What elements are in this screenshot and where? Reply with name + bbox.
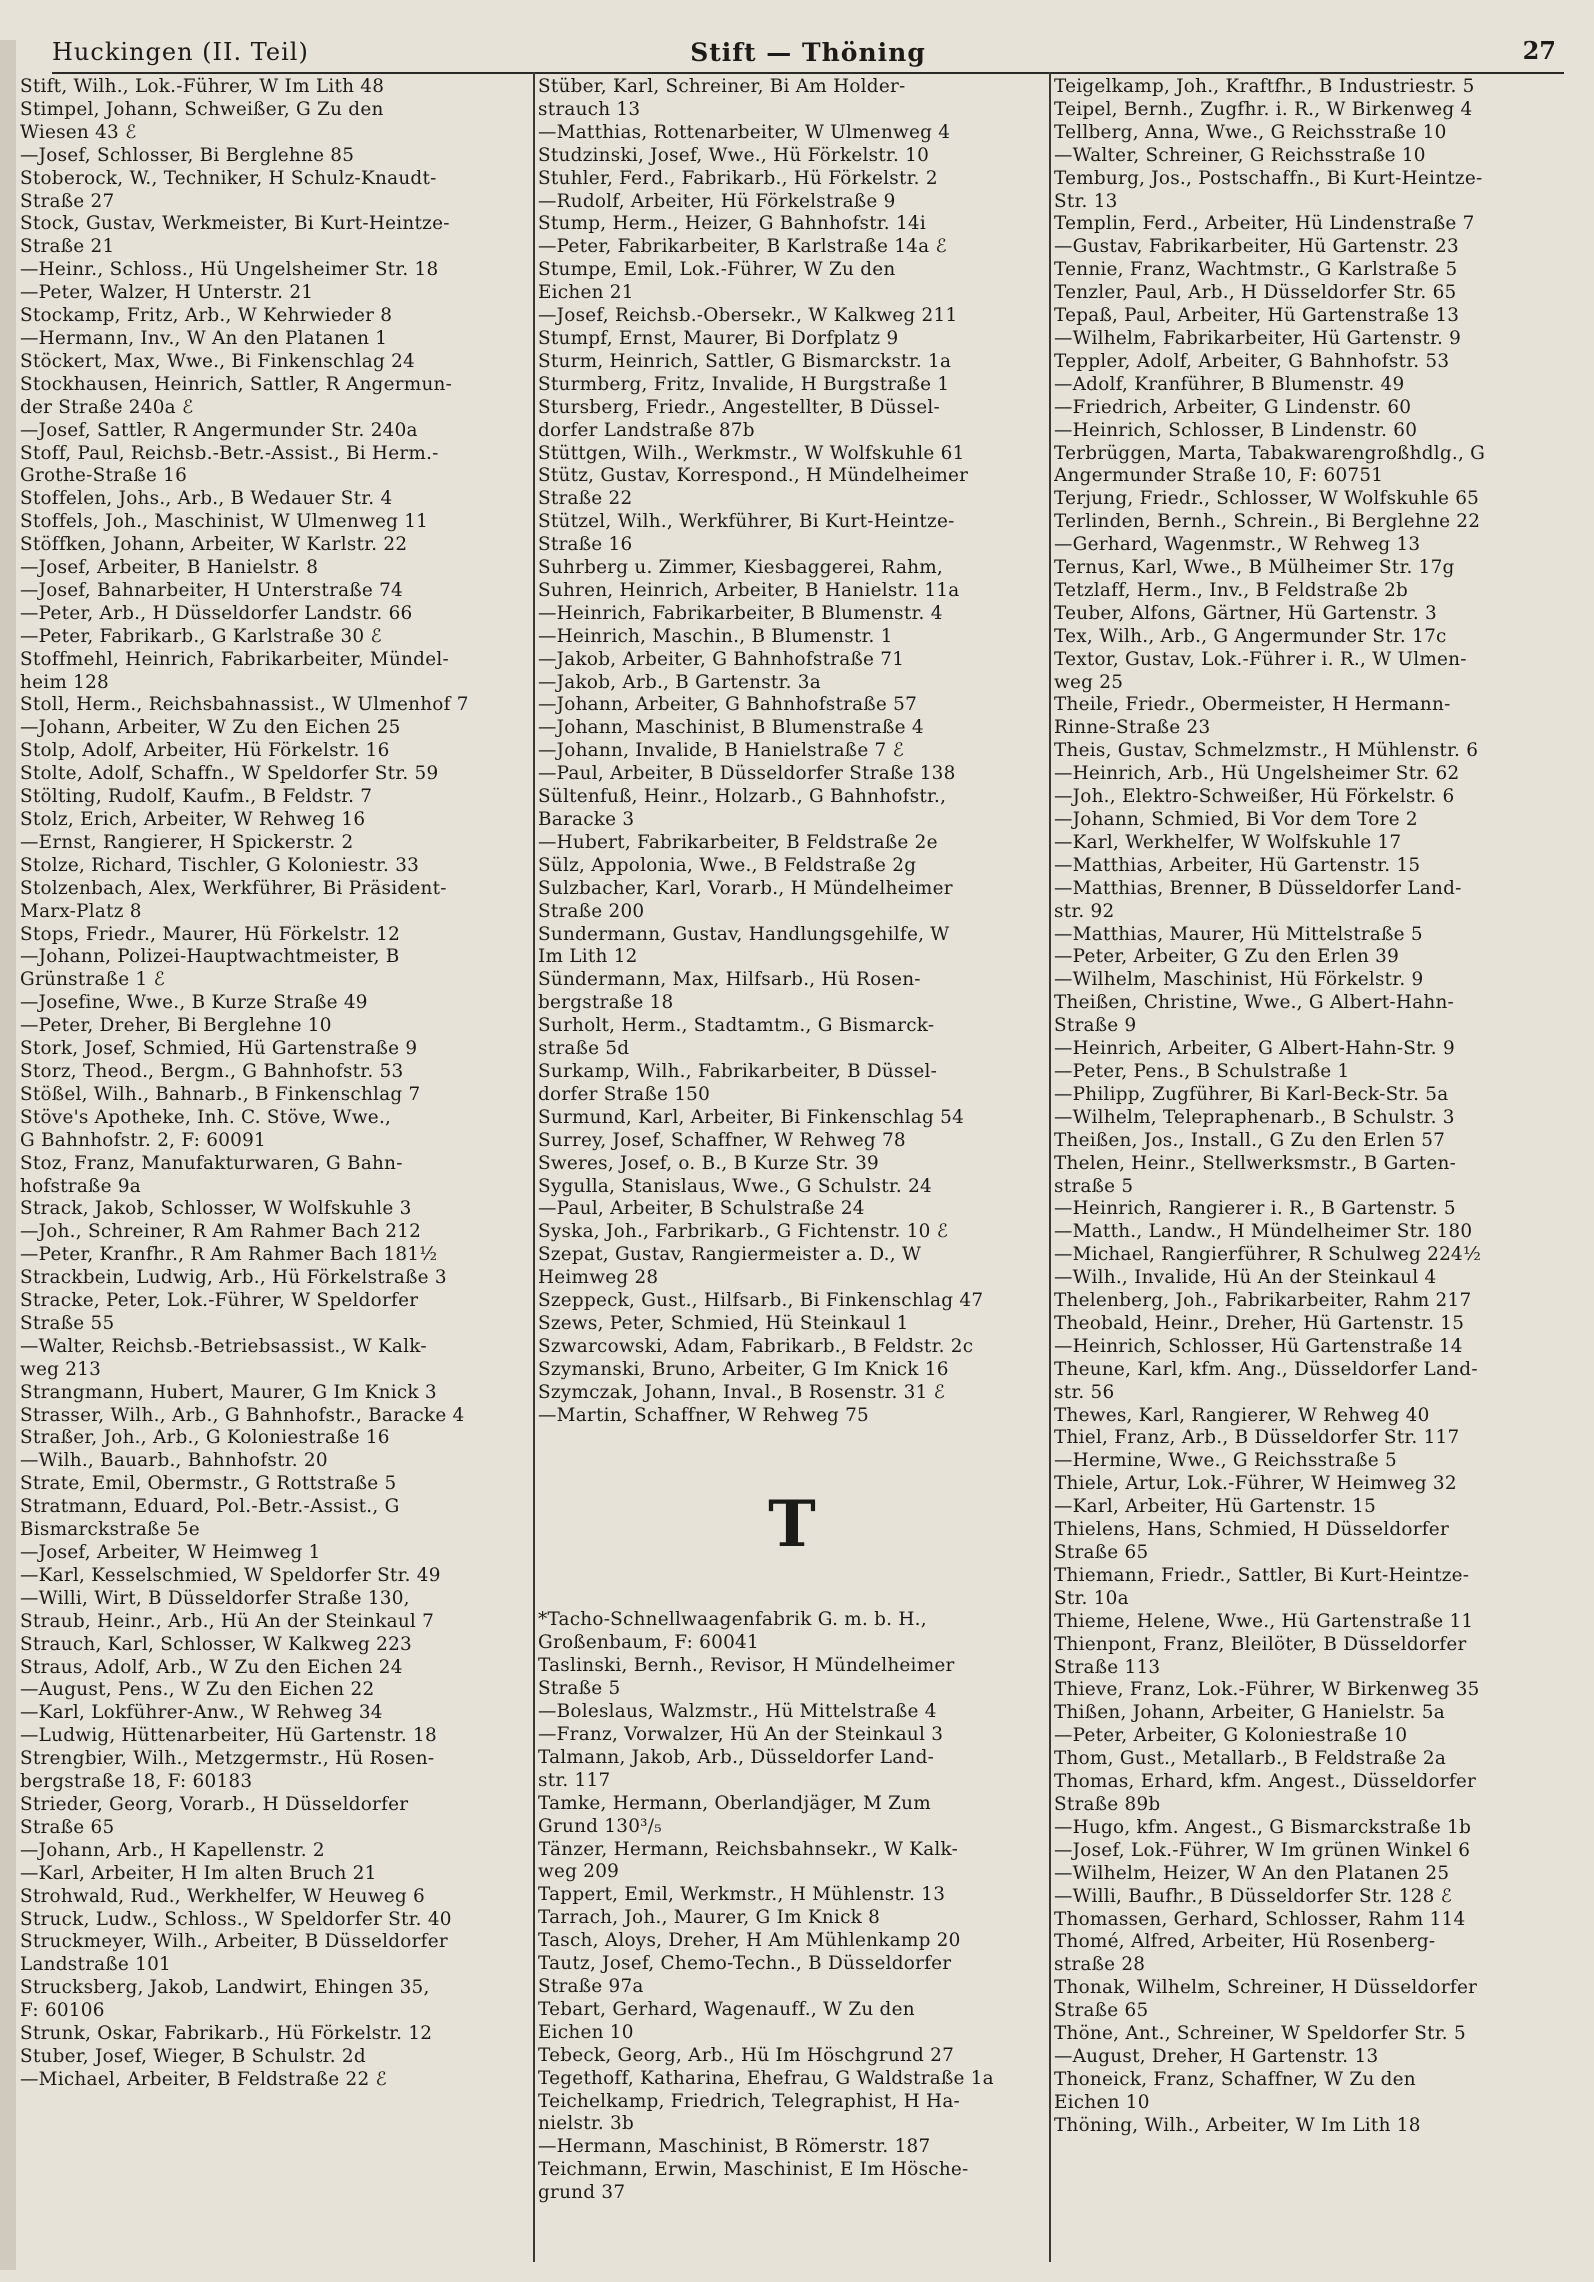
directory-entry: Bismarckstraße 5e bbox=[20, 1519, 200, 1541]
directory-entry: heim 128 bbox=[20, 671, 109, 693]
directory-entry: —Heinrich, Arbeiter, G Albert-Hahn-Str. 9 bbox=[1054, 1038, 1455, 1060]
directory-entry: Stolte, Adolf, Schaffn., W Speldorfer Str. 59 bbox=[20, 763, 439, 785]
directory-entry: Stump, Herm., Heizer, G Bahnhofstr. 14i bbox=[538, 213, 927, 235]
directory-entry: Szepat, Gustav, Rangiermeister a. D., W bbox=[538, 1244, 922, 1266]
directory-entry: Straße 16 bbox=[538, 534, 633, 556]
directory-entry: Strengbier, Wilh., Metzgermstr., Hü Rosen- bbox=[20, 1748, 435, 1770]
directory-entry: straße 28 bbox=[1054, 1954, 1146, 1976]
directory-entry: Thißen, Johann, Arbeiter, G Hanielstr. 5a bbox=[1054, 1702, 1445, 1724]
directory-entry: Baracke 3 bbox=[538, 809, 635, 830]
directory-entry: Thomassen, Gerhard, Schlosser, Rahm 114 bbox=[1054, 1908, 1466, 1930]
directory-entry: Grund 130³/₅ bbox=[538, 1815, 662, 1837]
directory-entry: Thelen, Heinr., Stellwerksmstr., B Garten- bbox=[1054, 1152, 1457, 1174]
directory-entry: Tamke, Hermann, Oberlandjäger, M Zum bbox=[538, 1792, 931, 1814]
directory-entry: Stratmann, Eduard, Pol.-Betr.-Assist., G bbox=[20, 1496, 400, 1518]
directory-entry: Straub, Heinr., Arb., Hü An der Steinkaul 7 bbox=[20, 1610, 435, 1632]
directory-entry: Teuber, Alfons, Gärtner, Hü Gartenstr. 3 bbox=[1054, 602, 1438, 624]
directory-entry: Marx-Platz 8 bbox=[20, 900, 142, 922]
directory-entry: Stops, Friedr., Maurer, Hü Förkelstr. 12 bbox=[20, 923, 401, 945]
directory-entry: Stumpf, Ernst, Maurer, Bi Dorfplatz 9 bbox=[538, 327, 899, 349]
directory-entry: —Peter, Pens., B Schulstraße 1 bbox=[1054, 1060, 1350, 1082]
directory-entry: —Michael, Rangierführer, R Schulweg 224½ bbox=[1054, 1244, 1482, 1266]
directory-entry: Thewes, Karl, Rangierer, W Rehweg 40 bbox=[1054, 1404, 1430, 1426]
page-binding-edge bbox=[0, 40, 16, 2270]
directory-entry: G Bahnhofstr. 2, F: 60091 bbox=[20, 1129, 267, 1151]
directory-entry: Thielens, Hans, Schmied, H Düsseldorfer bbox=[1054, 1519, 1449, 1541]
directory-entry: —Wilhelm, Telepraphenarb., B Schulstr. 3 bbox=[1054, 1106, 1455, 1128]
directory-entry: Taslinski, Bernh., Revisor, H Mündelheimer bbox=[538, 1655, 955, 1677]
directory-entry: Strieder, Georg, Vorarb., H Düsseldorfer bbox=[20, 1793, 409, 1815]
directory-entry: —Paul, Arbeiter, B Schulstraße 24 bbox=[538, 1198, 865, 1220]
directory-entry: —Jakob, Arb., B Gartenstr. 3a bbox=[538, 671, 821, 693]
directory-entry: Terbrüggen, Marta, Tabakwarengroßhdlg., G bbox=[1054, 442, 1486, 464]
directory-entry: —Josefine, Wwe., B Kurze Straße 49 bbox=[20, 992, 368, 1014]
directory-entry: Surholt, Herm., Stadtamtm., G Bismarck- bbox=[538, 1015, 935, 1037]
page-number: 27 bbox=[1522, 36, 1556, 65]
directory-entry: Tebart, Gerhard, Wagenauff., W Zu den bbox=[538, 1998, 915, 2020]
directory-entry: —Matthias, Brenner, B Düsseldorfer Land- bbox=[1054, 877, 1462, 899]
directory-entry: Szwarcowski, Adam, Fabrikarb., B Feldstr. 2c bbox=[538, 1335, 974, 1357]
directory-entry: Tenzler, Paul, Arb., H Düsseldorfer Str. 65 bbox=[1054, 282, 1457, 304]
directory-entry: dorfer Landstraße 87b bbox=[538, 419, 755, 441]
directory-entry: Sweres, Josef, o. B., B Kurze Str. 39 bbox=[538, 1152, 879, 1174]
directory-entry: —Hugo, kfm. Angest., G Bismarckstraße 1b bbox=[1054, 1816, 1472, 1838]
directory-entry: weg 25 bbox=[1054, 671, 1124, 693]
directory-entry: —Gerhard, Wagenmstr., W Rehweg 13 bbox=[1054, 534, 1421, 556]
directory-entry: Thonak, Wilhelm, Schreiner, H Düsseldorfer bbox=[1054, 1977, 1478, 1999]
section-letter: T bbox=[768, 1487, 816, 1563]
directory-entry: Stock, Gustav, Werkmeister, Bi Kurt-Heintze- bbox=[20, 213, 450, 235]
directory-entry: Textor, Gustav, Lok.-Führer i. R., W Ulmen- bbox=[1054, 648, 1467, 670]
directory-entry: —Willi, Wirt, B Düsseldorfer Straße 130, bbox=[20, 1587, 410, 1609]
directory-entry: Stößel, Wilh., Bahnarb., B Finkenschlag 7 bbox=[20, 1083, 421, 1105]
directory-entry: Surkamp, Wilh., Fabrikarbeiter, B Düssel- bbox=[538, 1060, 938, 1082]
directory-entry: Stork, Josef, Schmied, Hü Gartenstraße 9 bbox=[20, 1038, 418, 1060]
directory-entry: Landstraße 101 bbox=[20, 1954, 171, 1976]
directory-entry: Theißen, Jos., Install., G Zu den Erlen 57 bbox=[1054, 1129, 1446, 1151]
directory-entry: Stölting, Rudolf, Kaufm., B Feldstr. 7 bbox=[20, 786, 373, 808]
directory-entry: —Heinrich, Fabrikarbeiter, B Blumenstr. 4 bbox=[538, 602, 943, 624]
directory-entry: —Karl, Arbeiter, Hü Gartenstr. 15 bbox=[1054, 1496, 1377, 1518]
directory-entry: Tautz, Josef, Chemo-Techn., B Düsseldorfer bbox=[538, 1953, 952, 1975]
directory-entry: —Johann, Maschinist, B Blumenstraße 4 bbox=[538, 717, 924, 739]
directory-entry: Eichen 10 bbox=[538, 2021, 634, 2043]
directory-entry: Tex, Wilh., Arb., G Angermunder Str. 17c bbox=[1054, 625, 1447, 647]
directory-entry: Straße 97a bbox=[538, 1975, 644, 1997]
directory-entry: —Heinrich, Schlosser, B Lindenstr. 60 bbox=[1054, 419, 1418, 441]
directory-entry: Tasch, Aloys, Dreher, H Am Mühlenkamp 20 bbox=[538, 1930, 961, 1952]
directory-entry: Tarrach, Joh., Maurer, G Im Knick 8 bbox=[538, 1907, 881, 1929]
directory-entry: Sültenfuß, Heinr., Holzarb., G Bahnhofstr., bbox=[538, 786, 947, 808]
directory-entry: Stimpel, Johann, Schweißer, G Zu den bbox=[20, 98, 384, 120]
directory-entry: Sundermann, Gustav, Handlungsgehilfe, W bbox=[538, 923, 950, 945]
directory-entry: Straße 65 bbox=[20, 1816, 115, 1838]
directory-entry: —Hermann, Inv., W An den Platanen 1 bbox=[20, 327, 388, 349]
directory-entry: Stoffelen, Johs., Arb., B Wedauer Str. 4 bbox=[20, 488, 393, 510]
directory-entry: Terlinden, Bernh., Schrein., Bi Berglehne 22 bbox=[1054, 511, 1481, 533]
directory-entry: Szymanski, Bruno, Arbeiter, G Im Knick 16 bbox=[538, 1358, 949, 1380]
directory-entry: Stoff, Paul, Reichsb.-Betr.-Assist., Bi Herm.- bbox=[20, 442, 439, 464]
directory-entry: —Josef, Sattler, R Angermunder Str. 240a bbox=[20, 419, 418, 441]
directory-column-2 bbox=[538, 76, 1046, 2261]
directory-entry: Straße 9 bbox=[1054, 1015, 1137, 1037]
directory-entry: Straße 200 bbox=[538, 900, 645, 922]
directory-column-3 bbox=[1054, 76, 1566, 2261]
directory-entry: Stolzenbach, Alex, Werkführer, Bi Präsident- bbox=[20, 877, 447, 899]
directory-entry: der Straße 240a ℰ bbox=[20, 396, 194, 418]
directory-entry: Tebeck, Georg, Arb., Hü Im Höschgrund 27 bbox=[538, 2044, 955, 2066]
directory-entry: Straße 113 bbox=[1054, 1656, 1161, 1678]
directory-entry: —Peter, Fabrikarb., G Karlstraße 30 ℰ bbox=[20, 625, 382, 647]
directory-entry: Thomas, Erhard, kfm. Angest., Düsseldorfer bbox=[1054, 1771, 1477, 1793]
directory-entry: Tepaß, Paul, Arbeiter, Hü Gartenstraße 13 bbox=[1054, 305, 1460, 327]
directory-entry: Teipel, Bernh., Zugfhr. i. R., W Birkenweg 4 bbox=[1054, 98, 1473, 120]
directory-entry: str. 117 bbox=[538, 1769, 611, 1791]
directory-entry: —Johann, Arbeiter, G Bahnhofstraße 57 bbox=[538, 694, 918, 716]
directory-entry: —Peter, Arbeiter, G Zu den Erlen 39 bbox=[1054, 946, 1400, 968]
directory-entry: dorfer Straße 150 bbox=[538, 1083, 711, 1105]
directory-entry: Surrey, Josef, Schaffner, W Rehweg 78 bbox=[538, 1129, 906, 1151]
directory-entry: —Johann, Schmied, Bi Vor dem Tore 2 bbox=[1054, 809, 1418, 830]
directory-entry: —Matthias, Arbeiter, Hü Gartenstr. 15 bbox=[1054, 854, 1421, 876]
directory-entry: Thiemann, Friedr., Sattler, Bi Kurt-Heintze- bbox=[1054, 1564, 1470, 1586]
directory-entry: Stuber, Josef, Wieger, B Schulstr. 2d bbox=[20, 2045, 366, 2067]
directory-entry: Stüber, Karl, Schreiner, Bi Am Holder- bbox=[538, 76, 906, 97]
directory-entry: Straße 65 bbox=[1054, 2000, 1149, 2022]
directory-entry: —Matthias, Rottenarbeiter, W Ulmenweg 4 bbox=[538, 121, 951, 143]
directory-entry: Thöne, Ant., Schreiner, W Speldorfer Str. 5 bbox=[1054, 2023, 1466, 2045]
directory-entry: Theobald, Heinr., Dreher, Hü Gartenstr. 15 bbox=[1054, 1312, 1465, 1334]
directory-entry: bergstraße 18 bbox=[538, 992, 674, 1014]
directory-entry: —Wilhelm, Maschinist, Hü Förkelstr. 9 bbox=[1054, 969, 1424, 991]
directory-entry: —Matthias, Maurer, Hü Mittelstraße 5 bbox=[1054, 923, 1423, 945]
directory-entry: —Karl, Werkhelfer, W Wolfskuhle 17 bbox=[1054, 831, 1402, 853]
directory-entry: —Jakob, Arbeiter, G Bahnhofstraße 71 bbox=[538, 648, 905, 670]
directory-entry: Sturm, Heinrich, Sattler, G Bismarckstr. 1a bbox=[538, 350, 952, 372]
directory-entry: grund 37 bbox=[538, 2182, 626, 2204]
directory-entry: Tappert, Emil, Werkmstr., H Mühlenstr. 13 bbox=[538, 1884, 946, 1906]
directory-entry: —Paul, Arbeiter, B Düsseldorfer Straße 138 bbox=[538, 763, 956, 785]
directory-entry: Syska, Joh., Farbrikarb., G Fichtenstr. 10 ℰ bbox=[538, 1221, 949, 1243]
directory-entry: Teigelkamp, Joh., Kraftfhr., B Industriestr. 5 bbox=[1054, 76, 1475, 97]
directory-entry: —Michael, Arbeiter, B Feldstraße 22 ℰ bbox=[20, 2068, 387, 2090]
directory-entry: Thienpont, Franz, Bleilöter, B Düsseldorfer bbox=[1054, 1633, 1467, 1655]
directory-entry: Stumpe, Emil, Lok.-Führer, W Zu den bbox=[538, 259, 896, 281]
directory-entry: —Philipp, Zugführer, Bi Karl-Beck-Str. 5a bbox=[1054, 1083, 1449, 1105]
directory-entry: —Hubert, Fabrikarbeiter, B Feldstraße 2e bbox=[538, 831, 938, 853]
directory-entry: —Franz, Vorwalzer, Hü An der Steinkaul 3 bbox=[538, 1724, 944, 1745]
directory-entry: Stöffken, Johann, Arbeiter, W Karlstr. 22 bbox=[20, 534, 408, 556]
directory-entry: —Johann, Polizei-Hauptwachtmeister, B bbox=[20, 946, 400, 968]
directory-entry: —Hermann, Maschinist, B Römerstr. 187 bbox=[538, 2136, 931, 2158]
directory-entry: Sündermann, Max, Hilfsarb., Hü Rosen- bbox=[538, 969, 921, 991]
directory-entry: —Boleslaus, Walzmstr., Hü Mittelstraße 4 bbox=[538, 1701, 937, 1723]
directory-entry: —Joh., Elektro-Schweißer, Hü Förkelstr. 6 bbox=[1054, 786, 1455, 808]
directory-entry: —Peter, Arb., H Düsseldorfer Landstr. 66 bbox=[20, 602, 413, 624]
directory-entry: Strucksberg, Jakob, Landwirt, Ehingen 35, bbox=[20, 1977, 430, 1999]
directory-entry: Struck, Ludw., Schloss., W Speldorfer Str. 40 bbox=[20, 1908, 452, 1930]
directory-entry: Thomé, Alfred, Arbeiter, Hü Rosenberg- bbox=[1054, 1931, 1436, 1953]
directory-entry: bergstraße 18, F: 60183 bbox=[20, 1771, 253, 1793]
directory-entry: Heimweg 28 bbox=[538, 1267, 659, 1289]
directory-entry: Struckmeyer, Wilh., Arbeiter, B Düsseldorfer bbox=[20, 1931, 448, 1953]
directory-entry: Sygulla, Stanislaus, Wwe., G Schulstr. 24 bbox=[538, 1175, 932, 1197]
directory-entry: Stoberock, W., Techniker, H Schulz-Knaudt- bbox=[20, 167, 437, 189]
directory-entry: —Johann, Arbeiter, W Zu den Eichen 25 bbox=[20, 717, 401, 739]
directory-entry: —Matth., Landw., H Mündelheimer Str. 180 bbox=[1054, 1221, 1473, 1243]
directory-entry: Eichen 10 bbox=[1054, 2091, 1150, 2113]
directory-entry: Thoneick, Franz, Schaffner, W Zu den bbox=[1054, 2068, 1416, 2090]
column-rule bbox=[533, 72, 535, 2262]
directory-entry: Stracke, Peter, Lok.-Führer, W Speldorfer bbox=[20, 1290, 419, 1312]
directory-entry: —Johann, Arb., H Kapellenstr. 2 bbox=[20, 1839, 325, 1861]
directory-entry: Tegethoff, Katharina, Ehefrau, G Waldstraße 1a bbox=[538, 2067, 994, 2089]
directory-entry: Teichelkamp, Friedrich, Telegraphist, H Ha- bbox=[538, 2090, 961, 2112]
directory-entry: Storz, Theod., Bergm., G Bahnhofstr. 53 bbox=[20, 1060, 404, 1082]
directory-entry: —August, Dreher, H Gartenstr. 13 bbox=[1054, 2045, 1379, 2067]
directory-entry: Thiel, Franz, Arb., B Düsseldorfer Str. 117 bbox=[1054, 1427, 1460, 1449]
directory-entry: F: 60106 bbox=[20, 2000, 105, 2022]
directory-entry: Stolze, Richard, Tischler, G Koloniestr. 33 bbox=[20, 854, 420, 876]
directory-entry: —Josef, Bahnarbeiter, H Unterstraße 74 bbox=[20, 579, 403, 601]
directory-entry: —Friedrich, Arbeiter, G Lindenstr. 60 bbox=[1054, 396, 1412, 418]
directory-entry: —Heinrich, Schlosser, Hü Gartenstraße 14 bbox=[1054, 1335, 1463, 1357]
directory-entry: Szymczak, Johann, Inval., B Rosenstr. 31 ℰ bbox=[538, 1381, 946, 1403]
directory-entry: Teichmann, Erwin, Maschinist, E Im Hösche- bbox=[538, 2159, 969, 2181]
directory-entry: —Johann, Invalide, B Hanielstraße 7 ℰ bbox=[538, 740, 904, 762]
directory-entry: —August, Pens., W Zu den Eichen 22 bbox=[20, 1679, 375, 1701]
directory-entry: —Ludwig, Hüttenarbeiter, Hü Gartenstr. 18 bbox=[20, 1725, 437, 1747]
header-range: Stift — Thöning bbox=[690, 38, 926, 67]
directory-entry: —Heinrich, Maschin., B Blumenstr. 1 bbox=[538, 625, 893, 647]
directory-entry: Tellberg, Anna, Wwe., G Reichsstraße 10 bbox=[1054, 121, 1447, 143]
directory-entry: Thom, Gust., Metallarb., B Feldstraße 2a bbox=[1054, 1748, 1447, 1770]
directory-entry: Suhrberg u. Zimmer, Kiesbaggerei, Rahm, bbox=[538, 557, 944, 579]
directory-entry: Stolp, Adolf, Arbeiter, Hü Förkelstr. 16 bbox=[20, 740, 390, 762]
directory-entry: —Walter, Reichsb.-Betriebsassist., W Kalk- bbox=[20, 1335, 427, 1357]
directory-entry: Str. 13 bbox=[1054, 190, 1118, 212]
directory-entry: Tetzlaff, Herm., Inv., B Feldstraße 2b bbox=[1054, 579, 1409, 601]
directory-entry: Wiesen 43 ℰ bbox=[20, 121, 137, 143]
directory-entry: strauch 13 bbox=[538, 98, 641, 120]
directory-entry: Im Lith 12 bbox=[538, 946, 638, 968]
directory-entry: Ternus, Karl, Wwe., B Mülheimer Str. 17g bbox=[1054, 557, 1455, 579]
directory-entry: Stoffels, Joh., Maschinist, W Ulmenweg 11 bbox=[20, 511, 429, 533]
directory-entry: Theißen, Christine, Wwe., G Albert-Hahn- bbox=[1054, 992, 1455, 1014]
directory-entry: —Wilh., Invalide, Hü An der Steinkaul 4 bbox=[1054, 1267, 1437, 1289]
directory-entry: Str. 10a bbox=[1054, 1587, 1129, 1609]
directory-entry: Straße 5 bbox=[538, 1678, 621, 1700]
directory-entry: hofstraße 9a bbox=[20, 1175, 141, 1197]
directory-entry: nielstr. 3b bbox=[538, 2113, 635, 2135]
directory-entry: Stift, Wilh., Lok.-Führer, W Im Lith 48 bbox=[20, 76, 385, 97]
directory-entry: —Wilhelm, Fabrikarbeiter, Hü Gartenstr. 9 bbox=[1054, 327, 1462, 349]
directory-entry: Grothe-Straße 16 bbox=[20, 465, 188, 487]
directory-entry: —Josef, Reichsb.-Obersekr., W Kalkweg 211 bbox=[538, 305, 958, 327]
directory-entry: Straße 65 bbox=[1054, 1542, 1149, 1563]
directory-entry: —Gustav, Fabrikarbeiter, Hü Gartenstr. 23 bbox=[1054, 236, 1459, 258]
directory-entry: Strate, Emil, Obermstr., G Rottstraße 5 bbox=[20, 1473, 397, 1495]
directory-entry: Stursberg, Friedr., Angestellter, B Düssel- bbox=[538, 396, 940, 418]
directory-entry: —Adolf, Kranführer, B Blumenstr. 49 bbox=[1054, 373, 1405, 395]
directory-entry: *Tacho-Schnellwaagenfabrik G. m. b. H., bbox=[538, 1609, 927, 1631]
directory-entry: Eichen 21 bbox=[538, 282, 634, 304]
directory-entry: —Walter, Schreiner, G Reichsstraße 10 bbox=[1054, 144, 1426, 166]
directory-entry: straße 5 bbox=[1054, 1175, 1134, 1197]
directory-column-1 bbox=[20, 76, 528, 2261]
column-rule bbox=[1049, 72, 1051, 2262]
page-header bbox=[52, 36, 1564, 74]
directory-entry: Stöve's Apotheke, Inh. C. Stöve, Wwe., bbox=[20, 1106, 392, 1128]
directory-entry: Tänzer, Hermann, Reichsbahnsekr., W Kalk- bbox=[538, 1838, 959, 1860]
directory-entry: Thieve, Franz, Lok.-Führer, W Birkenweg 35 bbox=[1054, 1679, 1480, 1701]
directory-entry: Thelenberg, Joh., Fabrikarbeiter, Rahm 217 bbox=[1054, 1290, 1472, 1312]
directory-entry: Strangmann, Hubert, Maurer, G Im Knick 3 bbox=[20, 1381, 437, 1403]
directory-entry: —Heinrich, Arb., Hü Ungelsheimer Str. 62 bbox=[1054, 763, 1460, 785]
directory-entry: Strauch, Karl, Schlosser, W Kalkweg 223 bbox=[20, 1633, 412, 1655]
directory-entry: Straße 89b bbox=[1054, 1793, 1161, 1815]
directory-entry: Angermunder Straße 10, F: 60751 bbox=[1054, 465, 1384, 487]
directory-entry: —Joh., Schreiner, R Am Rahmer Bach 212 bbox=[20, 1221, 422, 1243]
directory-entry: Thieme, Helene, Wwe., Hü Gartenstraße 11 bbox=[1054, 1610, 1474, 1632]
directory-entry: Straße 27 bbox=[20, 190, 115, 212]
directory-entry: str. 92 bbox=[1054, 900, 1115, 922]
directory-entry: Szeppeck, Gust., Hilfsarb., Bi Finkenschlag 47 bbox=[538, 1290, 984, 1312]
directory-entry: Stolz, Erich, Arbeiter, W Rehweg 16 bbox=[20, 809, 366, 830]
directory-entry: —Peter, Dreher, Bi Berglehne 10 bbox=[20, 1015, 332, 1037]
directory-entry: —Hermine, Wwe., G Reichsstraße 5 bbox=[1054, 1450, 1397, 1472]
directory-entry: Straße 22 bbox=[538, 488, 633, 510]
directory-entry: Surmund, Karl, Arbeiter, Bi Finkenschlag 54 bbox=[538, 1106, 965, 1128]
directory-entry: Stütz, Gustav, Korrespond., H Mündelheimer bbox=[538, 465, 969, 487]
directory-entry: Stockhausen, Heinrich, Sattler, R Angermun- bbox=[20, 373, 453, 395]
directory-entry: —Josef, Arbeiter, W Heimweg 1 bbox=[20, 1542, 321, 1563]
directory-entry: Theune, Karl, kfm. Ang., Düsseldorfer Land- bbox=[1054, 1358, 1478, 1380]
directory-entry: Stoffmehl, Heinrich, Fabrikarbeiter, Mündel- bbox=[20, 648, 449, 670]
directory-entry: —Josef, Lok.-Führer, W Im grünen Winkel 6 bbox=[1054, 1839, 1471, 1861]
directory-entry: —Rudolf, Arbeiter, Hü Förkelstraße 9 bbox=[538, 190, 896, 212]
directory-entry: Temburg, Jos., Postschaffn., Bi Kurt-Heintze- bbox=[1054, 167, 1483, 189]
header-locality: Huckingen (II. Teil) bbox=[52, 38, 309, 66]
directory-entry: Straßer, Joh., Arb., G Koloniestraße 16 bbox=[20, 1427, 390, 1449]
directory-entry: Szews, Peter, Schmied, Hü Steinkaul 1 bbox=[538, 1312, 909, 1334]
directory-entry: —Josef, Arbeiter, B Hanielstr. 8 bbox=[20, 557, 319, 579]
directory-entry: —Martin, Schaffner, W Rehweg 75 bbox=[538, 1404, 870, 1426]
directory-entry: —Peter, Fabrikarbeiter, B Karlstraße 14a ℰ bbox=[538, 236, 947, 258]
directory-entry: Strohwald, Rud., Werkhelfer, W Heuweg 6 bbox=[20, 1885, 425, 1907]
directory-entry: Strasser, Wilh., Arb., G Bahnhofstr., Baracke 4 bbox=[20, 1404, 465, 1426]
directory-entry: Strunk, Oskar, Fabrikarb., Hü Förkelstr. 12 bbox=[20, 2023, 433, 2045]
directory-entry: Suhren, Heinrich, Arbeiter, B Hanielstr. 11a bbox=[538, 579, 960, 601]
directory-entry: —Ernst, Rangierer, H Spickerstr. 2 bbox=[20, 831, 354, 853]
directory-entry: Stuhler, Ferd., Fabrikarb., Hü Förkelstr. 2 bbox=[538, 167, 938, 189]
directory-entry: Teppler, Adolf, Arbeiter, G Bahnhofstr. 53 bbox=[1054, 350, 1450, 372]
directory-entry: —Peter, Arbeiter, G Koloniestraße 10 bbox=[1054, 1725, 1408, 1747]
directory-entry: —Wilh., Bauarb., Bahnhofstr. 20 bbox=[20, 1450, 328, 1472]
directory-entry: Templin, Ferd., Arbeiter, Hü Lindenstraße 7 bbox=[1054, 213, 1475, 235]
directory-entry: Straße 55 bbox=[20, 1312, 115, 1334]
directory-entry: Stüttgen, Wilh., Werkmstr., W Wolfskuhle 61 bbox=[538, 442, 965, 464]
directory-entry: Studzinski, Josef, Wwe., Hü Förkelstr. 10 bbox=[538, 144, 930, 166]
directory-entry: Strack, Jakob, Schlosser, W Wolfskuhle 3 bbox=[20, 1198, 412, 1220]
directory-entry: Großenbaum, F: 60041 bbox=[538, 1632, 759, 1654]
directory-entry: Stockamp, Fritz, Arb., W Kehrwieder 8 bbox=[20, 305, 393, 327]
directory-entry: Straße 21 bbox=[20, 236, 115, 258]
directory-entry: Sturmberg, Fritz, Invalide, H Burgstraße 1 bbox=[538, 373, 950, 395]
directory-entry: —Peter, Kranfhr., R Am Rahmer Bach 181½ bbox=[20, 1244, 438, 1266]
directory-entry: —Peter, Walzer, H Unterstr. 21 bbox=[20, 282, 314, 304]
directory-entry: Theis, Gustav, Schmelzmstr., H Mühlenstr. 6 bbox=[1054, 740, 1479, 762]
directory-entry: Sülz, Appolonia, Wwe., B Feldstraße 2g bbox=[538, 854, 917, 876]
directory-entry: Stoz, Franz, Manufakturwaren, G Bahn- bbox=[20, 1152, 403, 1174]
directory-entry: —Karl, Arbeiter, H Im alten Bruch 21 bbox=[20, 1862, 377, 1884]
directory-entry: —Karl, Kesselschmied, W Speldorfer Str. 49 bbox=[20, 1564, 441, 1586]
directory-entry: Sulzbacher, Karl, Vorarb., H Mündelheimer bbox=[538, 877, 953, 899]
directory-entry: Stützel, Wilh., Werkführer, Bi Kurt-Heintze- bbox=[538, 511, 955, 533]
directory-entry: —Willi, Baufhr., B Düsseldorfer Str. 128 ℰ bbox=[1054, 1885, 1453, 1907]
directory-entry: Rinne-Straße 23 bbox=[1054, 717, 1211, 739]
directory-entry: —Karl, Lokführer-Anw., W Rehweg 34 bbox=[20, 1702, 383, 1724]
directory-entry: weg 209 bbox=[538, 1861, 620, 1883]
directory-entry: Terjung, Friedr., Schlosser, W Wolfskuhle 65 bbox=[1054, 488, 1480, 510]
directory-entry: Tennie, Franz, Wachtmstr., G Karlstraße 5 bbox=[1054, 259, 1458, 281]
directory-entry: Thöning, Wilh., Arbeiter, W Im Lith 18 bbox=[1054, 2114, 1421, 2136]
directory-entry: —Heinr., Schloss., Hü Ungelsheimer Str. 18 bbox=[20, 259, 439, 281]
directory-entry: Grünstraße 1 ℰ bbox=[20, 969, 165, 991]
directory-entry: straße 5d bbox=[538, 1038, 630, 1060]
directory-entry: weg 213 bbox=[20, 1358, 102, 1380]
directory-entry: str. 56 bbox=[1054, 1381, 1115, 1403]
directory-entry: —Josef, Schlosser, Bi Berglehne 85 bbox=[20, 144, 355, 166]
directory-entry: Strackbein, Ludwig, Arb., Hü Förkelstraße 3 bbox=[20, 1267, 447, 1289]
directory-entry: Stöckert, Max, Wwe., Bi Finkenschlag 24 bbox=[20, 350, 415, 372]
directory-entry: Talmann, Jakob, Arb., Düsseldorfer Land- bbox=[538, 1746, 935, 1768]
directory-entry: —Heinrich, Rangierer i. R., B Gartenstr. 5 bbox=[1054, 1198, 1456, 1220]
directory-entry: Theile, Friedr., Obermeister, H Hermann- bbox=[1054, 694, 1451, 716]
directory-entry: Stoll, Herm., Reichsbahnassist., W Ulmenhof 7 bbox=[20, 694, 469, 716]
directory-entry: Straus, Adolf, Arb., W Zu den Eichen 24 bbox=[20, 1656, 403, 1678]
directory-entry: —Wilhelm, Heizer, W An den Platanen 25 bbox=[1054, 1862, 1450, 1884]
directory-entry: Thiele, Artur, Lok.-Führer, W Heimweg 32 bbox=[1054, 1473, 1457, 1495]
